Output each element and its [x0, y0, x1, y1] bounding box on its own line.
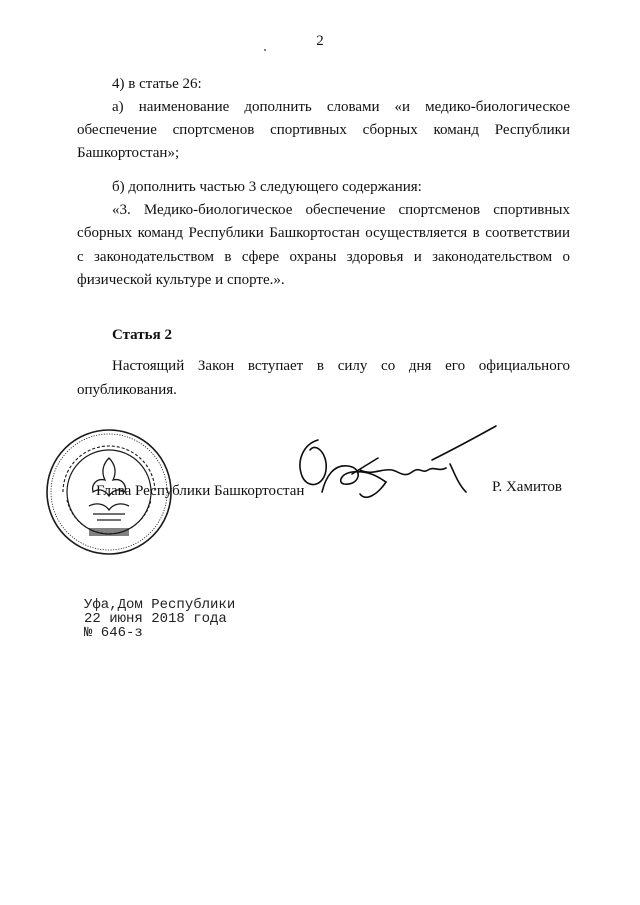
- article-2-text-line1: Настоящий Закон вступает в силу со дня его официального: [112, 358, 570, 374]
- signer-name: Р. Хамитов: [492, 479, 562, 495]
- footer-number: № 646-з: [84, 625, 143, 641]
- page-number: 2: [316, 33, 324, 49]
- item-a-line3: Башкортостан»;: [77, 145, 180, 161]
- quote-line2: сборных команд Республики Башкортостан осуществляется в соответствии: [77, 225, 570, 241]
- quote-line3: с законодательством в сфере охраны здоровья и законодательством о: [77, 249, 570, 265]
- item-a-line1: а) наименование дополнить словами «и медико-биологическое: [112, 99, 570, 115]
- item-4: 4) в статье 26:: [112, 76, 202, 92]
- item-a-line2: обеспечение спортсменов спортивных сборных команд Республики: [77, 122, 570, 138]
- item-b: б) дополнить частью 3 следующего содержания:: [112, 179, 422, 195]
- footer-date: 22 июня 2018 года: [84, 611, 227, 627]
- footer-place: Уфа,Дом Республики: [84, 597, 236, 613]
- scan-dot: [264, 49, 266, 51]
- quote-line4: физической культуре и спорте.».: [77, 272, 285, 288]
- position-label: Глава Республики Башкортостан: [96, 483, 305, 499]
- article-2-text-line2: опубликования.: [77, 382, 177, 398]
- signature: [282, 420, 502, 510]
- article-2-heading: Статья 2: [112, 327, 172, 343]
- quote-line1: «3. Медико-биологическое обеспечение спортсменов спортивных: [112, 202, 570, 218]
